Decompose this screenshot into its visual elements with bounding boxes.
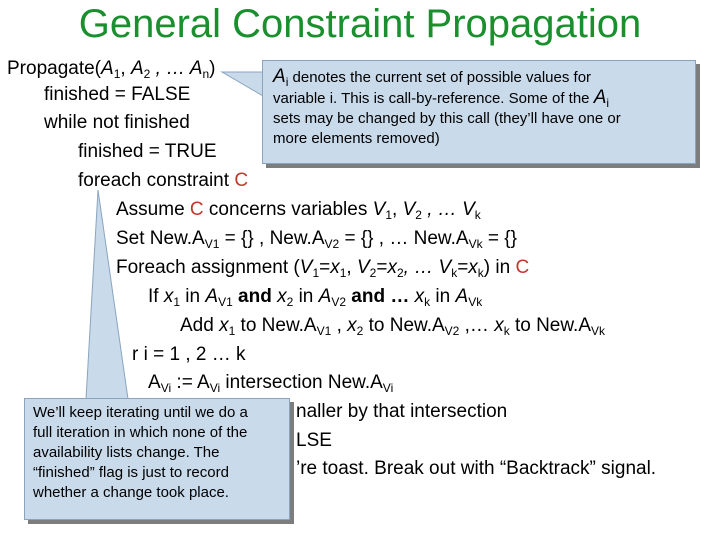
code-line-11: r i = 1 , 2 … k — [132, 344, 246, 365]
code-line-1: $Propagate(A_1$, $A_2$ , … $A_n$) — [7, 58, 216, 81]
finished-flag-callout — [24, 398, 290, 520]
code-line-9: If $x_1$ in $A_{V1}$ and $x_2$ in $A_{V2}$ and … $x_k$ in $A_{Vk}$ — [148, 286, 483, 309]
code-line-10: Add $x_1$ to $New.A_{V1}$ , $x_2$ to $New.A_{V2}$ ,… $x_k$ to $New.A_{Vk}$ — [180, 315, 606, 338]
callout-bottom-line-4: “finished” flag is just to record — [33, 464, 229, 481]
code-line-2: finished = FALSE — [44, 84, 191, 105]
callout-top-line-3: sets may be changed by this call (they’ll have one or — [273, 110, 621, 127]
code-line-6: Assume C concerns variables $V_1$, $V_2$ , … $V_k$ — [116, 199, 481, 222]
code-line-7: Set $New.A_{V1}$ = {} , $New.A_{V2}$ = {} , … $New.A_{Vk}$ = {} — [116, 228, 517, 251]
code-line-12: $A_{Vi}$ := $A_{Vi}$ intersection $New.A_{Vi}$ — [148, 372, 394, 395]
code-line-13: naller by that intersection — [296, 401, 508, 422]
code-line-8: Foreach assignment ($V_1=x_1$, $V_2=x_2$, … $V_k=x_k$) in C — [116, 257, 530, 280]
code-line-3: while not finished — [44, 112, 190, 133]
bottom-callout-pointer — [86, 190, 128, 399]
code-line-15: ’re toast. Break out with “Backtrack” signal. — [296, 458, 657, 479]
code-line-5: foreach constraint C — [78, 170, 249, 191]
callout-bottom-line-3: availability lists change. The — [33, 444, 220, 461]
callout-bottom-line-1: We’ll keep iterating until we do a — [33, 404, 248, 421]
callout-bottom-line-5: whether a change took place. — [33, 484, 229, 501]
slide-title: General Constraint Propagation — [78, 2, 642, 46]
callout-bottom-line-2: full iteration in which none of the — [33, 424, 248, 441]
callout-top-line-2: variable i. This is call-by-reference. Some of the $A_i$ — [273, 87, 610, 110]
code-line-14: LSE — [296, 430, 332, 451]
top-callout-pointer — [222, 72, 263, 96]
callout-top-line-4: more elements removed) — [273, 130, 440, 147]
code-line-4: finished = TRUE — [78, 141, 217, 162]
call-by-reference-callout — [262, 60, 696, 164]
callout-top-line-1: $A_i$ denotes the current set of possible values for — [273, 66, 592, 89]
